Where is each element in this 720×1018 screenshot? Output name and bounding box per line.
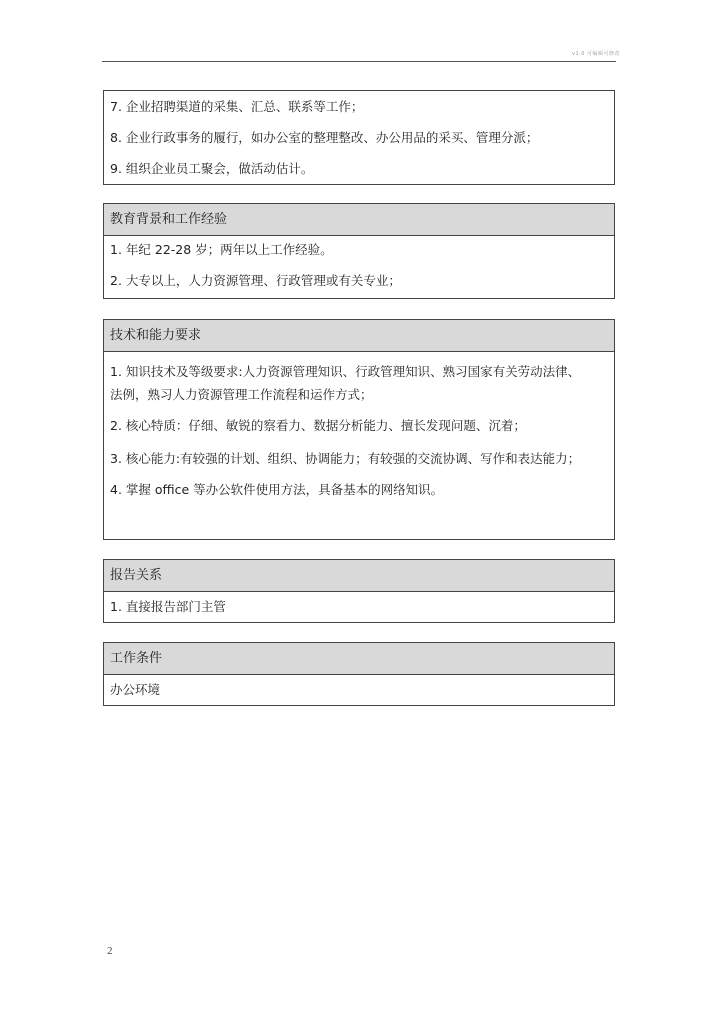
section-title-skills: 技术和能力要求 <box>104 320 614 352</box>
skill-item: 3. 核心能力:有较强的计划、组织、协调能力；有较强的交流协调、写作和表达能力； <box>110 451 581 466</box>
duty-item: 7. 企业招聘渠道的采集、汇总、联系等工作； <box>110 99 364 114</box>
header-rule <box>102 61 616 62</box>
reporting-table <box>103 559 615 623</box>
page-number: 2 <box>107 945 113 957</box>
skill-item: 4. 掌握 office 等办公软件使用方法，具备基本的网络知识。 <box>110 482 444 497</box>
duty-item: 9. 组织企业员工聚会，做活动估计。 <box>110 161 314 176</box>
duties-table <box>103 90 615 185</box>
conditions-table <box>103 642 615 706</box>
conditions-item: 办公环境 <box>110 682 161 697</box>
skills-table <box>103 319 615 540</box>
skill-item: 1. 知识技术及等级要求:人力资源管理知识、行政管理知识、熟习国家有关劳动法律、法例，熟习人力资源管理工作流程和运作方式； <box>110 364 581 402</box>
skill-item: 2. 核心特质：仔细、敏锐的察看力、数据分析能力、擅长发现问题、沉着； <box>110 418 526 433</box>
section-title-conditions: 工作条件 <box>104 643 614 675</box>
section-title-reporting: 报告关系 <box>104 560 614 592</box>
education-item: 1. 年纪 22-28 岁；两年以上工作经验。 <box>110 242 333 257</box>
reporting-item: 1. 直接报告部门主管 <box>110 599 226 614</box>
education-item: 2. 大专以上，人力资源管理、行政管理或有关专业； <box>110 273 401 288</box>
section-title-education: 教育背景和工作经验 <box>104 204 614 236</box>
duty-item: 8. 企业行政事务的履行，如办公室的整理整改、办公用品的采买、管理分派； <box>110 130 539 145</box>
header-note: v1.0 可编辑可修改 <box>571 51 620 57</box>
education-table <box>103 203 615 299</box>
